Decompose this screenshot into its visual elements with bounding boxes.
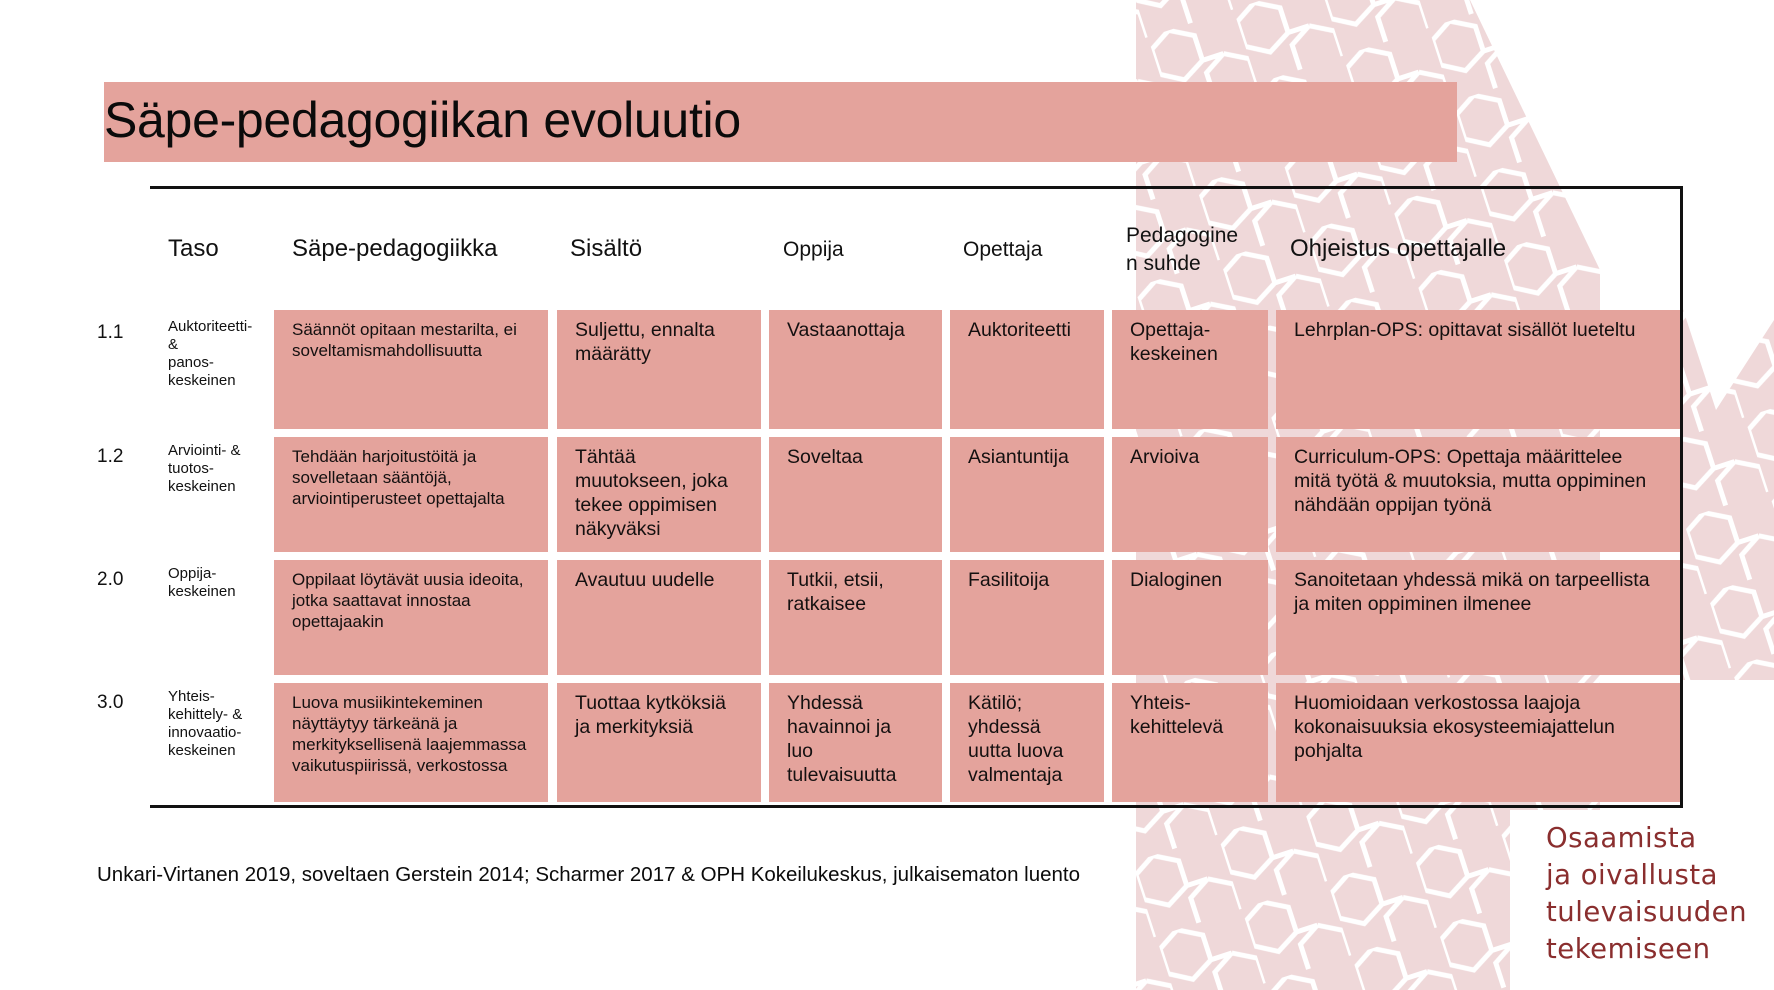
cell-oppija: Yhdessä havainnoi ja luo tulevaisuutta — [769, 683, 942, 802]
header-pedagoginen-suhde — [1126, 222, 1238, 278]
cell-sisalto: Tähtää muutokseen, joka tekee oppimisen näkyväksi — [557, 437, 761, 552]
header-sape-pedagogiikka: Säpe-pedagogiikka — [292, 235, 498, 262]
header-oppija: Oppija — [783, 238, 844, 261]
cell-sisalto: Tuottaa kytköksiä ja merkityksiä — [557, 683, 761, 802]
level-name-line: keskeinen — [168, 742, 236, 759]
header-pedagoginen-line2: n suhde — [1126, 252, 1201, 275]
cell-opettaja: Fasilitoija — [950, 560, 1104, 675]
level-name-line: tuotos- — [168, 460, 214, 477]
cell-pedagoginen-suhde: Dialoginen — [1112, 560, 1268, 675]
title-bar — [104, 82, 1457, 162]
cell-sape-pedagogiikka: Luova musiikintekeminen näyttäytyy tärkeänä ja merkityksellisenä laajemmassa vaikutuspiirissä, verkostossa — [274, 683, 548, 802]
cell-opettaja: Kätilö; yhdessä uutta luova valmentaja — [950, 683, 1104, 802]
level-name-line: kehittely- & — [168, 706, 243, 723]
row-level-number: 3.0 — [97, 692, 124, 713]
cell-sisalto: Avautuu uudelle — [557, 560, 761, 675]
page-title: Säpe-pedagogiikan evoluutio — [104, 92, 741, 148]
level-name-line: Auktoriteetti- — [168, 318, 253, 335]
row-level-name — [168, 688, 263, 760]
cell-oppija: Soveltaa — [769, 437, 942, 552]
cell-ohjeistus: Sanoitetaan yhdessä mikä on tarpeellista ja miten oppiminen ilmenee — [1276, 560, 1680, 675]
level-name-line: panos- — [168, 354, 214, 371]
cell-ohjeistus: Curriculum-OPS: Opettaja määrittelee mitä työtä & muutoksia, mutta oppiminen nähdään oppijan työnä — [1276, 437, 1680, 552]
level-name-line: Yhteis- — [168, 688, 215, 705]
cell-oppija: Tutkii, etsii, ratkaisee — [769, 560, 942, 675]
row-level-name — [168, 318, 263, 390]
cell-oppija: Vastaanottaja — [769, 310, 942, 429]
level-name-line: keskeinen — [168, 583, 236, 600]
row-level-number: 1.2 — [97, 446, 124, 467]
header-taso: Taso — [168, 235, 219, 262]
header-pedagoginen-line1: Pedagogine — [1126, 224, 1239, 247]
tagline-line: Osaamista — [1546, 822, 1697, 854]
level-name-line: keskeinen — [168, 372, 236, 389]
header-opettaja: Opettaja — [963, 238, 1043, 261]
cell-sape-pedagogiikka: Säännöt opitaan mestarilta, ei soveltamismahdollisuutta — [274, 310, 548, 429]
cell-opettaja: Asiantuntija — [950, 437, 1104, 552]
cell-sape-pedagogiikka: Oppilaat löytävät uusia ideoita, jotka saattavat innostaa opettajaakin — [274, 560, 548, 675]
row-level-name — [168, 565, 263, 601]
level-name-line: Oppija- — [168, 565, 217, 582]
row-level-number: 2.0 — [97, 569, 124, 590]
cell-sisalto: Suljettu, ennalta määrätty — [557, 310, 761, 429]
tagline-line: tulevaisuuden — [1546, 896, 1748, 928]
brand-tagline — [1546, 820, 1747, 968]
source-citation: Unkari-Virtanen 2019, soveltaen Gerstein 2014; Scharmer 2017 & OPH Kokeilukeskus, julkaisematon luento — [97, 863, 1081, 886]
cell-opettaja: Auktoriteetti — [950, 310, 1104, 429]
header-ohjeistus: Ohjeistus opettajalle — [1290, 235, 1507, 262]
tagline-line: tekemiseen — [1546, 933, 1711, 965]
cell-ohjeistus: Lehrplan-OPS: opittavat sisällöt lueteltu — [1276, 310, 1680, 429]
tagline-line: ja oivallusta — [1546, 859, 1718, 891]
level-name-line: keskeinen — [168, 478, 236, 495]
cell-pedagoginen-suhde: Arvioiva — [1112, 437, 1268, 552]
header-sisalto: Sisältö — [570, 235, 643, 262]
row-level-name — [168, 442, 263, 496]
cell-ohjeistus: Huomioidaan verkostossa laajoja kokonaisuuksia ekosysteemiajattelun pohjalta — [1276, 683, 1680, 802]
level-name-line: Arviointi- & — [168, 442, 241, 459]
level-name-line: innovaatio- — [168, 724, 242, 741]
cell-sape-pedagogiikka: Tehdään harjoitustöitä ja sovelletaan sääntöjä, arviointiperusteet opettajalta — [274, 437, 548, 552]
cell-pedagoginen-suhde: Yhteis- kehittelevä — [1112, 683, 1268, 802]
cell-pedagoginen-suhde: Opettaja- keskeinen — [1112, 310, 1268, 429]
row-level-number: 1.1 — [97, 322, 124, 343]
level-name-line: & — [168, 336, 179, 353]
